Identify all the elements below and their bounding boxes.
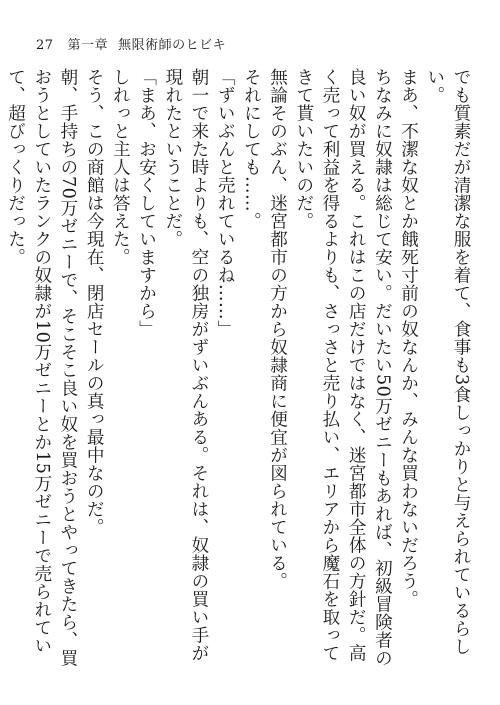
paragraph: しれっと主人は答えた。 xyxy=(110,68,131,266)
paragraph: 無論そのぶん、迷宮都市の方から奴隷商に便宜が図られている。 xyxy=(267,68,288,590)
paragraph: そう、この商館は今現在、閉店セールの真っ最中なのだ。 xyxy=(84,68,105,536)
paragraph: まあ、不潔な奴とか餓死寸前の奴なんか、みんな買わないだろう。 xyxy=(398,68,419,608)
paragraph xyxy=(0,68,2,676)
paragraph: それにしても……。 xyxy=(241,68,262,230)
paragraph: 朝一で来た時よりも、空の独房がずいぶんある。それは、奴隷の買い手が現れたということだ。 xyxy=(162,68,209,662)
chapter-label: 第一章 xyxy=(67,38,109,53)
page-number: 27 xyxy=(36,38,54,53)
paragraph: ちなみに奴隷は総じて安い。だいたい50万ゼニーもあれば、初級冒険者の良い奴が買える。これはこの店だけではなく、迷宮都市全体の方針だ。高く売って利益を得るよりも、さっさと売り払い、エリアから魔石を取ってきて貰いたいのだ。 xyxy=(293,68,393,668)
dialogue-line: 「まあ、お安くしていますから」 xyxy=(136,68,157,338)
running-header xyxy=(36,34,226,53)
paragraph: 朝、手持ちの70万ゼニーで、そこそこ良い奴を買おうとやってきたら、買おうとしていたランクの奴隷が10万ゼニーとか15万ゼニーで売られていて、超びっくりだった。 xyxy=(5,68,78,668)
dialogue-line: 「ずいぶんと売れているね……」 xyxy=(215,68,236,338)
paragraph: でも質素だが清潔な服を着て、食事も3食しっかりと与えられているらしい。 xyxy=(424,68,471,656)
novel-body-text xyxy=(0,68,474,676)
chapter-title: 無限術師のヒビキ xyxy=(118,38,227,53)
